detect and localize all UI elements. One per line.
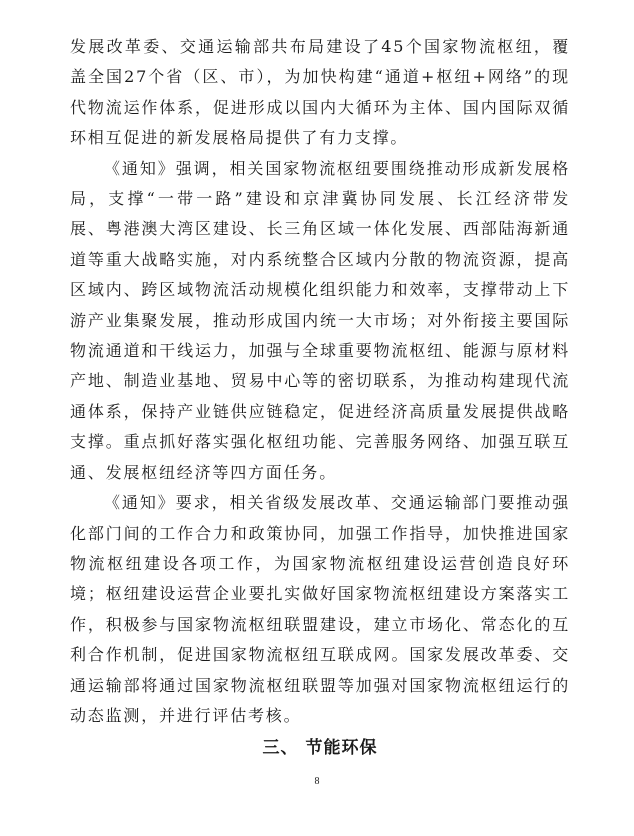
paragraph-continuation: 发展改革委、交通运输部共布局建设了45个国家物流枢纽，覆盖全国27个省（区、市），为加快构建“通道+枢纽+网络”的现代物流运作体系，促进形成以国内大循环为主体、国内国际双循环相互促进的新发展格局提供了有力支撑。 — [70, 37, 570, 148]
document-body — [70, 32, 570, 763]
page-number: 8 — [314, 776, 320, 787]
section-heading: 三、 节能环保 — [262, 738, 378, 759]
paragraph-notice-requirements: 《通知》要求，相关省级发展改革、交通运输部门要推动强化部门间的工作合力和政策协同，加强工作指导，加快推进国家物流枢纽建设各项工作，为国家物流枢纽建设运营创造良好环境；枢纽建设运营企业要扎实做好国家物流枢纽建设方案落实工作，积极参与国家物流枢纽联盟建设，建立市场化、常态化的互利合作机制，促进国家物流枢纽互联成网。国家发展改革委、交通运输部将通过国家物流枢纽联盟等加强对国家物流枢纽运行的动态监测，并进行评估考核。 — [70, 493, 570, 725]
paragraph-notice-emphasis: 《通知》强调，相关国家物流枢纽要围绕推动形成新发展格局，支撑“一带一路”建设和京津冀协同发展、长江经济带发展、粤港澳大湾区建设、长三角区域一体化发展、西部陆海新通道等重大战略实施，对内系统整合区域内分散的物流资源，提高区域内、跨区域物流活动规模化组织能力和效率，支撑带动上下游产业集聚发展，推动形成国内统一大市场；对外衔接主要国际物流通道和干线运力，加强与全球重要物流枢纽、能源与原材料产地、制造业基地、贸易中心等的密切联系，为推动构建现代流通体系，保持产业链供应链稳定，促进经济高质量发展提供战略支撑。重点抓好落实强化枢纽功能、完善服务网络、加强互联互通、发展枢纽经济等四方面任务。 — [70, 158, 570, 482]
